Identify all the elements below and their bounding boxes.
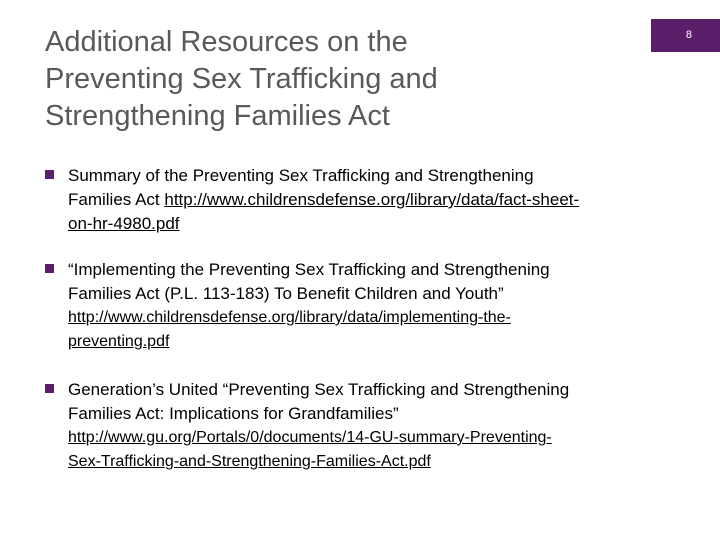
resource-link[interactable]: on-hr-4980.pdf (68, 214, 180, 233)
slide-title-line: Preventing Sex Trafficking and (45, 63, 438, 95)
list-item (45, 164, 695, 236)
resource-link[interactable]: http://www.gu.org/Portals/0/documents/14-GU-summary-Preventing- (68, 429, 552, 446)
item-link-line (68, 426, 695, 450)
slide-title (45, 24, 605, 135)
resource-link[interactable]: http://www.childrensdefense.org/library/data/fact-sheet- (164, 190, 580, 209)
item-text-line (68, 212, 695, 236)
resource-link[interactable]: preventing.pdf (68, 333, 170, 350)
item-text: Families Act (68, 190, 165, 209)
list-item (45, 258, 695, 354)
item-link-line (68, 306, 695, 330)
item-text-line (68, 188, 695, 212)
item-text-line: “Implementing the Preventing Sex Trafficking and Strengthening (68, 260, 550, 279)
item-link-line (68, 450, 695, 474)
slide-title-line: Additional Resources on the (45, 26, 408, 58)
square-bullet-icon (45, 264, 54, 273)
resource-list (45, 164, 695, 496)
square-bullet-icon (45, 384, 54, 393)
slide-number-badge (651, 19, 720, 52)
item-text-line: Families Act (P.L. 113-183) To Benefit Children and Youth” (68, 284, 504, 303)
slide-title-line: Strengthening Families Act (45, 100, 390, 132)
resource-link[interactable]: http://www.childrensdefense.org/library/data/implementing-the- (68, 309, 511, 326)
square-bullet-icon (45, 170, 54, 179)
item-text-line: Generation’s United “Preventing Sex Trafficking and Strengthening (68, 380, 570, 399)
list-item (45, 378, 695, 474)
slide-number: 8 (685, 29, 692, 41)
item-text-line: Summary of the Preventing Sex Trafficking and Strengthening (68, 166, 534, 185)
item-text-line: Families Act: Implications for Grandfamilies” (68, 404, 399, 423)
resource-link[interactable]: Sex-Trafficking-and-Strengthening-Families-Act.pdf (68, 453, 431, 470)
item-link-line (68, 330, 695, 354)
